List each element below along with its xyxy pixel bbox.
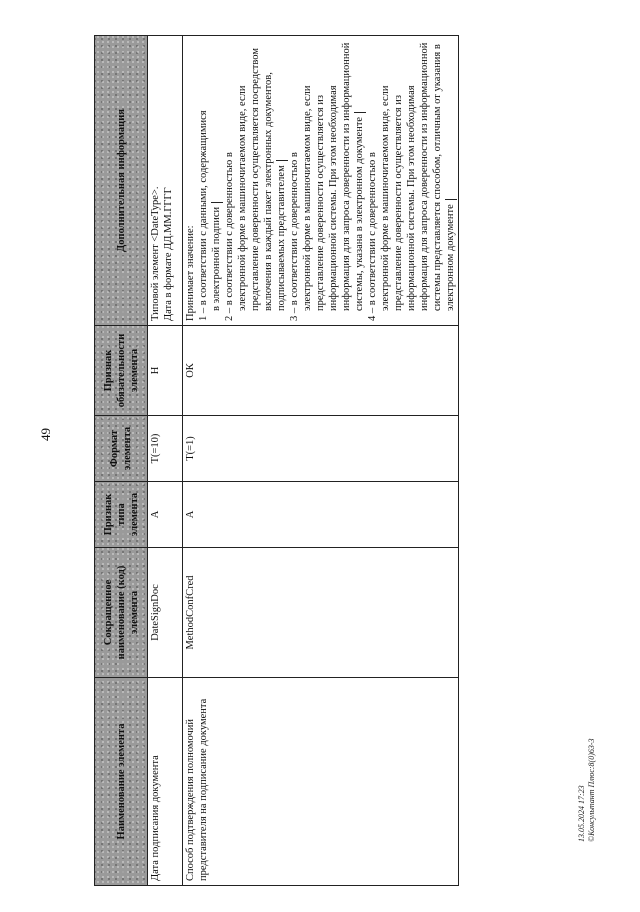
footer-date: 13.05.2024 17:23	[577, 785, 586, 842]
option-1-first: 1 – в соответствии с данными, содержащимися	[198, 110, 209, 321]
table-row	[148, 36, 183, 886]
footer-stamp	[577, 738, 597, 842]
footer-source: ©Консультант Плюс:8(0)63-3	[587, 738, 596, 842]
option-1-text: в электронной подписи	[211, 206, 222, 311]
table-header-row	[95, 36, 148, 886]
header-element-name: Наименование элемента	[95, 678, 148, 886]
option-4-text: электронной форме в машиночитаемом виде, если представление доверенности осуществляется из информационной системы. При этом необходимая информация для запроса доверенности из информационной системы представляется способом, отличным от указания в электронном документе	[380, 42, 456, 311]
option-2-rest	[236, 40, 288, 321]
option-3-first: 3 – в соответствии с доверенностью в	[289, 152, 300, 321]
info-line: Типовой элемент <DateType>.	[150, 186, 161, 321]
elements-table	[94, 35, 459, 886]
revision-mark	[354, 112, 366, 113]
cell-format: T(=10)	[148, 416, 183, 482]
header-element-required: Признак обязательности элемента	[95, 326, 148, 416]
option-3-rest	[301, 40, 366, 321]
cell-code: DateSignDoc	[148, 548, 183, 678]
elements-table-container	[94, 36, 530, 886]
cell-name: Дата подписания документа	[148, 678, 183, 886]
cell-info	[183, 36, 459, 326]
cell-type: А	[148, 482, 183, 548]
header-element-format: Формат элемента	[95, 416, 148, 482]
option-4-rest	[379, 40, 457, 321]
revision-mark	[445, 199, 457, 200]
revision-mark	[276, 160, 288, 161]
header-additional-info: Дополнительная информация	[95, 36, 148, 326]
cell-required: ОК	[183, 326, 459, 416]
cell-code: MethodConfCred	[183, 548, 459, 678]
cell-type: А	[183, 482, 459, 548]
page-number: 49	[38, 428, 53, 441]
info-intro: Принимает значение:	[185, 225, 196, 321]
info-line: Дата в формате ДД.ММ.ГГГГ	[163, 187, 174, 321]
header-element-type: Признак типа элемента	[95, 482, 148, 548]
table-row	[183, 36, 459, 886]
cell-name: Способ подтверждения полномочий представителя на подписание документа	[183, 678, 459, 886]
revision-mark	[211, 202, 223, 203]
cell-required: Н	[148, 326, 183, 416]
option-4-first: 4 – в соответствии с доверенностью в	[367, 152, 378, 321]
cell-format: T(=1)	[183, 416, 459, 482]
option-2-text: электронной форме в машиночитаемом виде, если представление доверенности осуществляется посредством включения в каждый пакет электронных документов, подписываемых представителем	[237, 48, 287, 311]
option-2-first: 2 – в соответствии с доверенностью в	[224, 152, 235, 321]
cell-info	[148, 36, 183, 326]
option-3-text: электронной форме в машиночитаемом виде, если представление доверенности осуществляется из информационной системы. При этом необходимая информация для запроса доверенности из информационной системы, указана в электронном документе	[302, 42, 365, 311]
option-1-rest	[210, 40, 223, 321]
header-element-code: Сокращенное наименование (код) элемента	[95, 548, 148, 678]
